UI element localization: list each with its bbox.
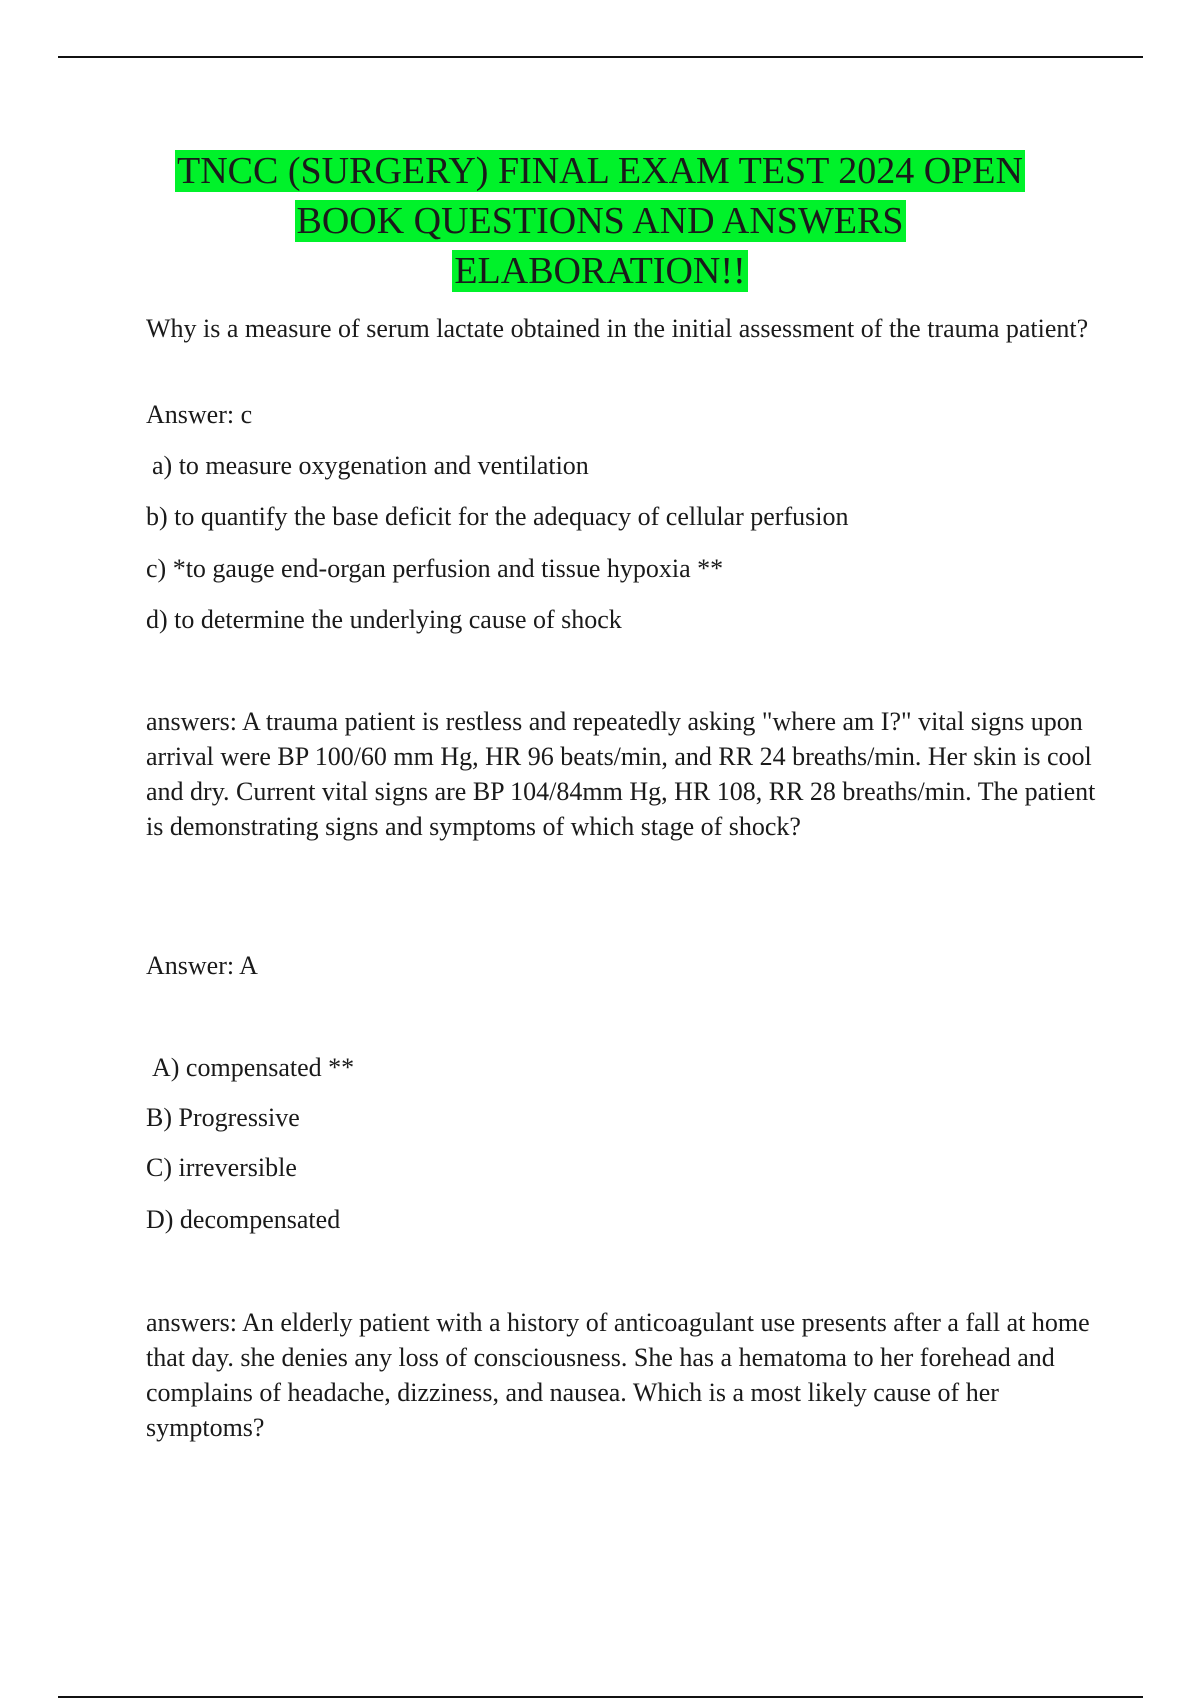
question-1-text: Why is a measure of serum lactate obtained in the initial assessment of the trauma patient? — [146, 314, 1089, 343]
question-2-answer: Answer: A — [146, 951, 258, 980]
question-3-text: answers: An elderly patient with a history of anticoagulant use presents after a fall at home that day. she denies any loss of consciousness. She has a hematoma to her forehead and complains of headache, dizziness, and nausea. Which is a most likely cause of her symptoms? — [146, 1308, 1090, 1442]
document-title — [80, 146, 1120, 296]
title-line-1: TNCC (SURGERY) FINAL EXAM TEST 2024 OPEN — [177, 150, 1023, 192]
question-2-option-a: A) compensated ** — [152, 1053, 355, 1082]
question-1-option-c: c) *to gauge end-organ perfusion and tissue hypoxia ** — [146, 554, 724, 583]
question-2-option-d: D) decompensated — [146, 1205, 341, 1234]
title-line-2: BOOK QUESTIONS AND ANSWERS — [296, 200, 904, 242]
bottom-rule — [58, 1696, 1143, 1698]
question-1-answer: Answer: c — [146, 400, 253, 429]
question-1-option-b: b) to quantify the base deficit for the adequacy of cellular perfusion — [146, 502, 849, 531]
question-2-option-b: B) Progressive — [146, 1103, 300, 1132]
question-2-option-c: C) irreversible — [146, 1153, 297, 1182]
top-rule — [58, 56, 1143, 58]
question-1-option-a: a) to measure oxygenation and ventilation — [152, 451, 589, 480]
question-1-option-d: d) to determine the underlying cause of shock — [146, 605, 622, 634]
title-line-3: ELABORATION!! — [454, 250, 746, 292]
question-2-text: answers: A trauma patient is restless and repeatedly asking "where am I?" vital signs upon arrival were BP 100/60 mm Hg, HR 96 beats/min, and RR 24 breaths/min. Her skin is cool and dry. Current vital signs are BP 104/84mm Hg, HR 108, RR 28 breaths/min. The patient is demonstrating signs and symptoms of which stage of shock? — [146, 707, 1096, 841]
